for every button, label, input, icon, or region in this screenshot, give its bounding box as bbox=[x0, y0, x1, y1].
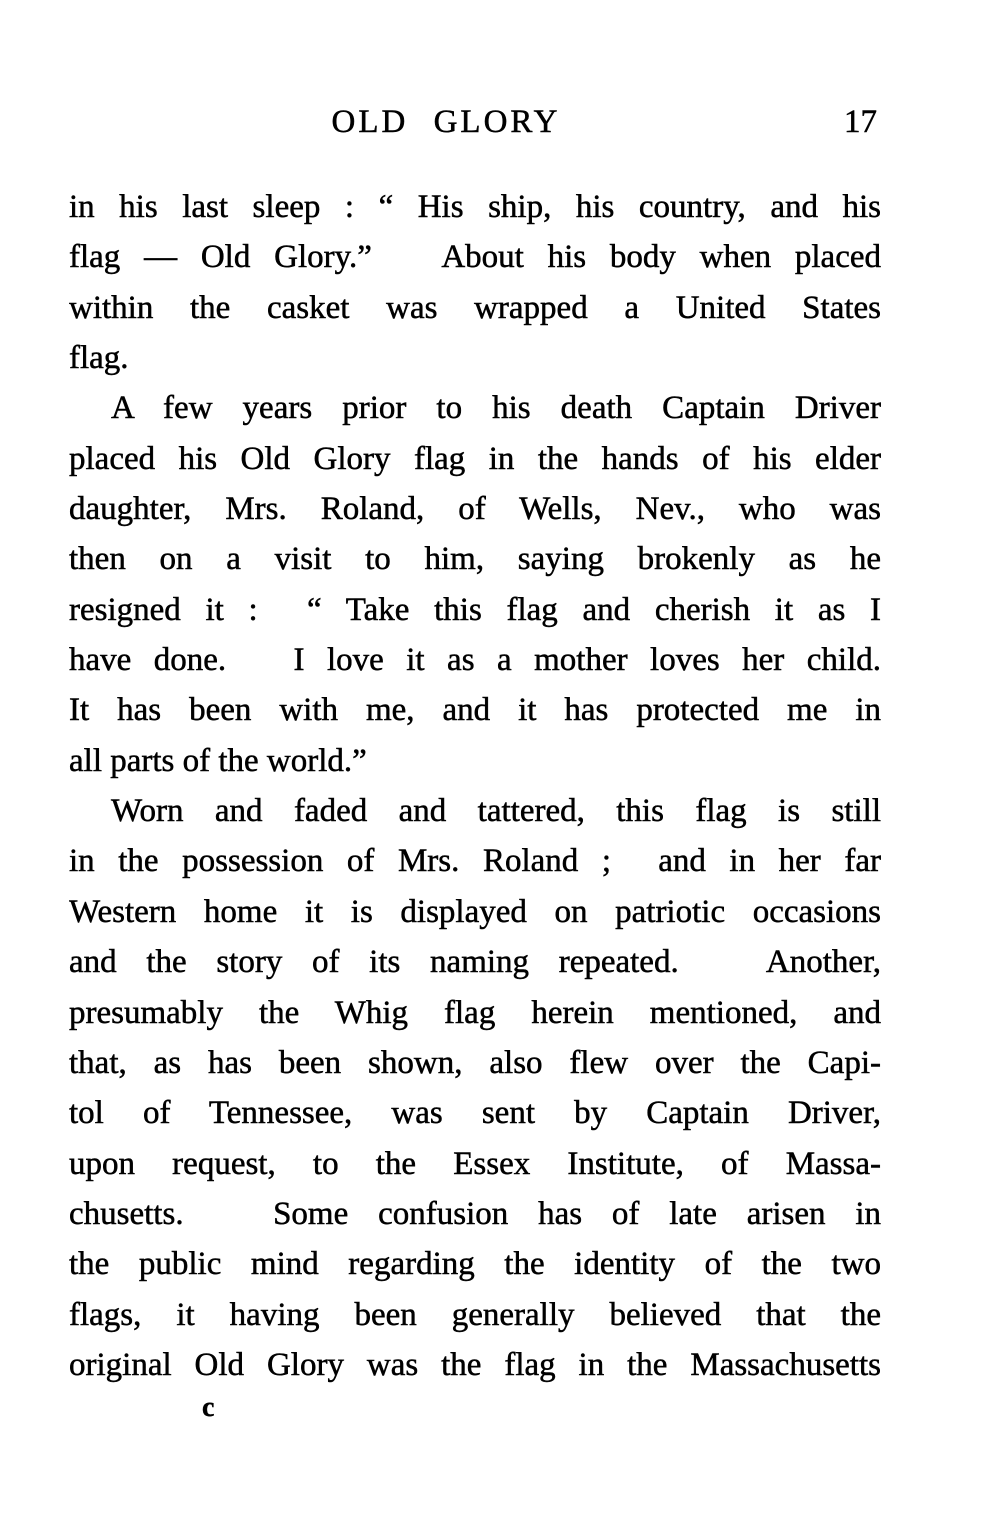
text-line: flags, it having been generally believed that the bbox=[69, 1296, 881, 1333]
text-line: that, as has been shown, also flew over the Capi- bbox=[69, 1044, 881, 1081]
text-line: resigned it : “ Take this flag and cherish it as I bbox=[69, 591, 881, 628]
text-line: upon request, to the Essex Institute, of Massa- bbox=[69, 1145, 881, 1182]
text-line: Western home it is displayed on patriotic occasions bbox=[69, 893, 881, 930]
text-line: the public mind regarding the identity of the two bbox=[69, 1246, 881, 1283]
text-line: chusetts. Some confusion has of late arisen in bbox=[69, 1195, 881, 1232]
text-line: It has been with me, and it has protected me in bbox=[69, 692, 881, 729]
text-line: have done. I love it as a mother loves her child. bbox=[69, 642, 881, 679]
text-line: daughter, Mrs. Roland, of Wells, Nev., who was bbox=[69, 491, 881, 528]
text-line: and the story of its naming repeated. Another, bbox=[69, 944, 881, 981]
running-header bbox=[0, 106, 1000, 150]
text-line: all parts of the world.” bbox=[69, 742, 367, 779]
page-number: 17 bbox=[844, 104, 877, 140]
text-line: then on a visit to him, saying brokenly as he bbox=[69, 541, 881, 578]
text-line: presumably the Whig flag herein mentioned, and bbox=[69, 994, 881, 1031]
body-text bbox=[69, 182, 881, 1390]
running-head-title: OLD GLORY bbox=[331, 104, 561, 140]
printers-signature-mark: c bbox=[202, 1392, 215, 1423]
text-line: within the casket was wrapped a United States bbox=[69, 289, 881, 326]
text-line: tol of Tennessee, was sent by Captain Driver, bbox=[69, 1095, 881, 1132]
text-line: flag — Old Glory.” About his body when placed bbox=[69, 239, 881, 276]
text-line: flag. bbox=[69, 340, 129, 377]
text-line: in the possession of Mrs. Roland ; and in her far bbox=[69, 843, 881, 880]
text-line: A few years prior to his death Captain Driver bbox=[111, 390, 881, 427]
text-line: Worn and faded and tattered, this flag is still bbox=[111, 793, 881, 830]
text-line: original Old Glory was the flag in the Massachusetts bbox=[69, 1346, 881, 1383]
text-line: placed his Old Glory flag in the hands of his elder bbox=[69, 440, 881, 477]
text-line: in his last sleep : “ His ship, his country, and his bbox=[69, 189, 881, 225]
